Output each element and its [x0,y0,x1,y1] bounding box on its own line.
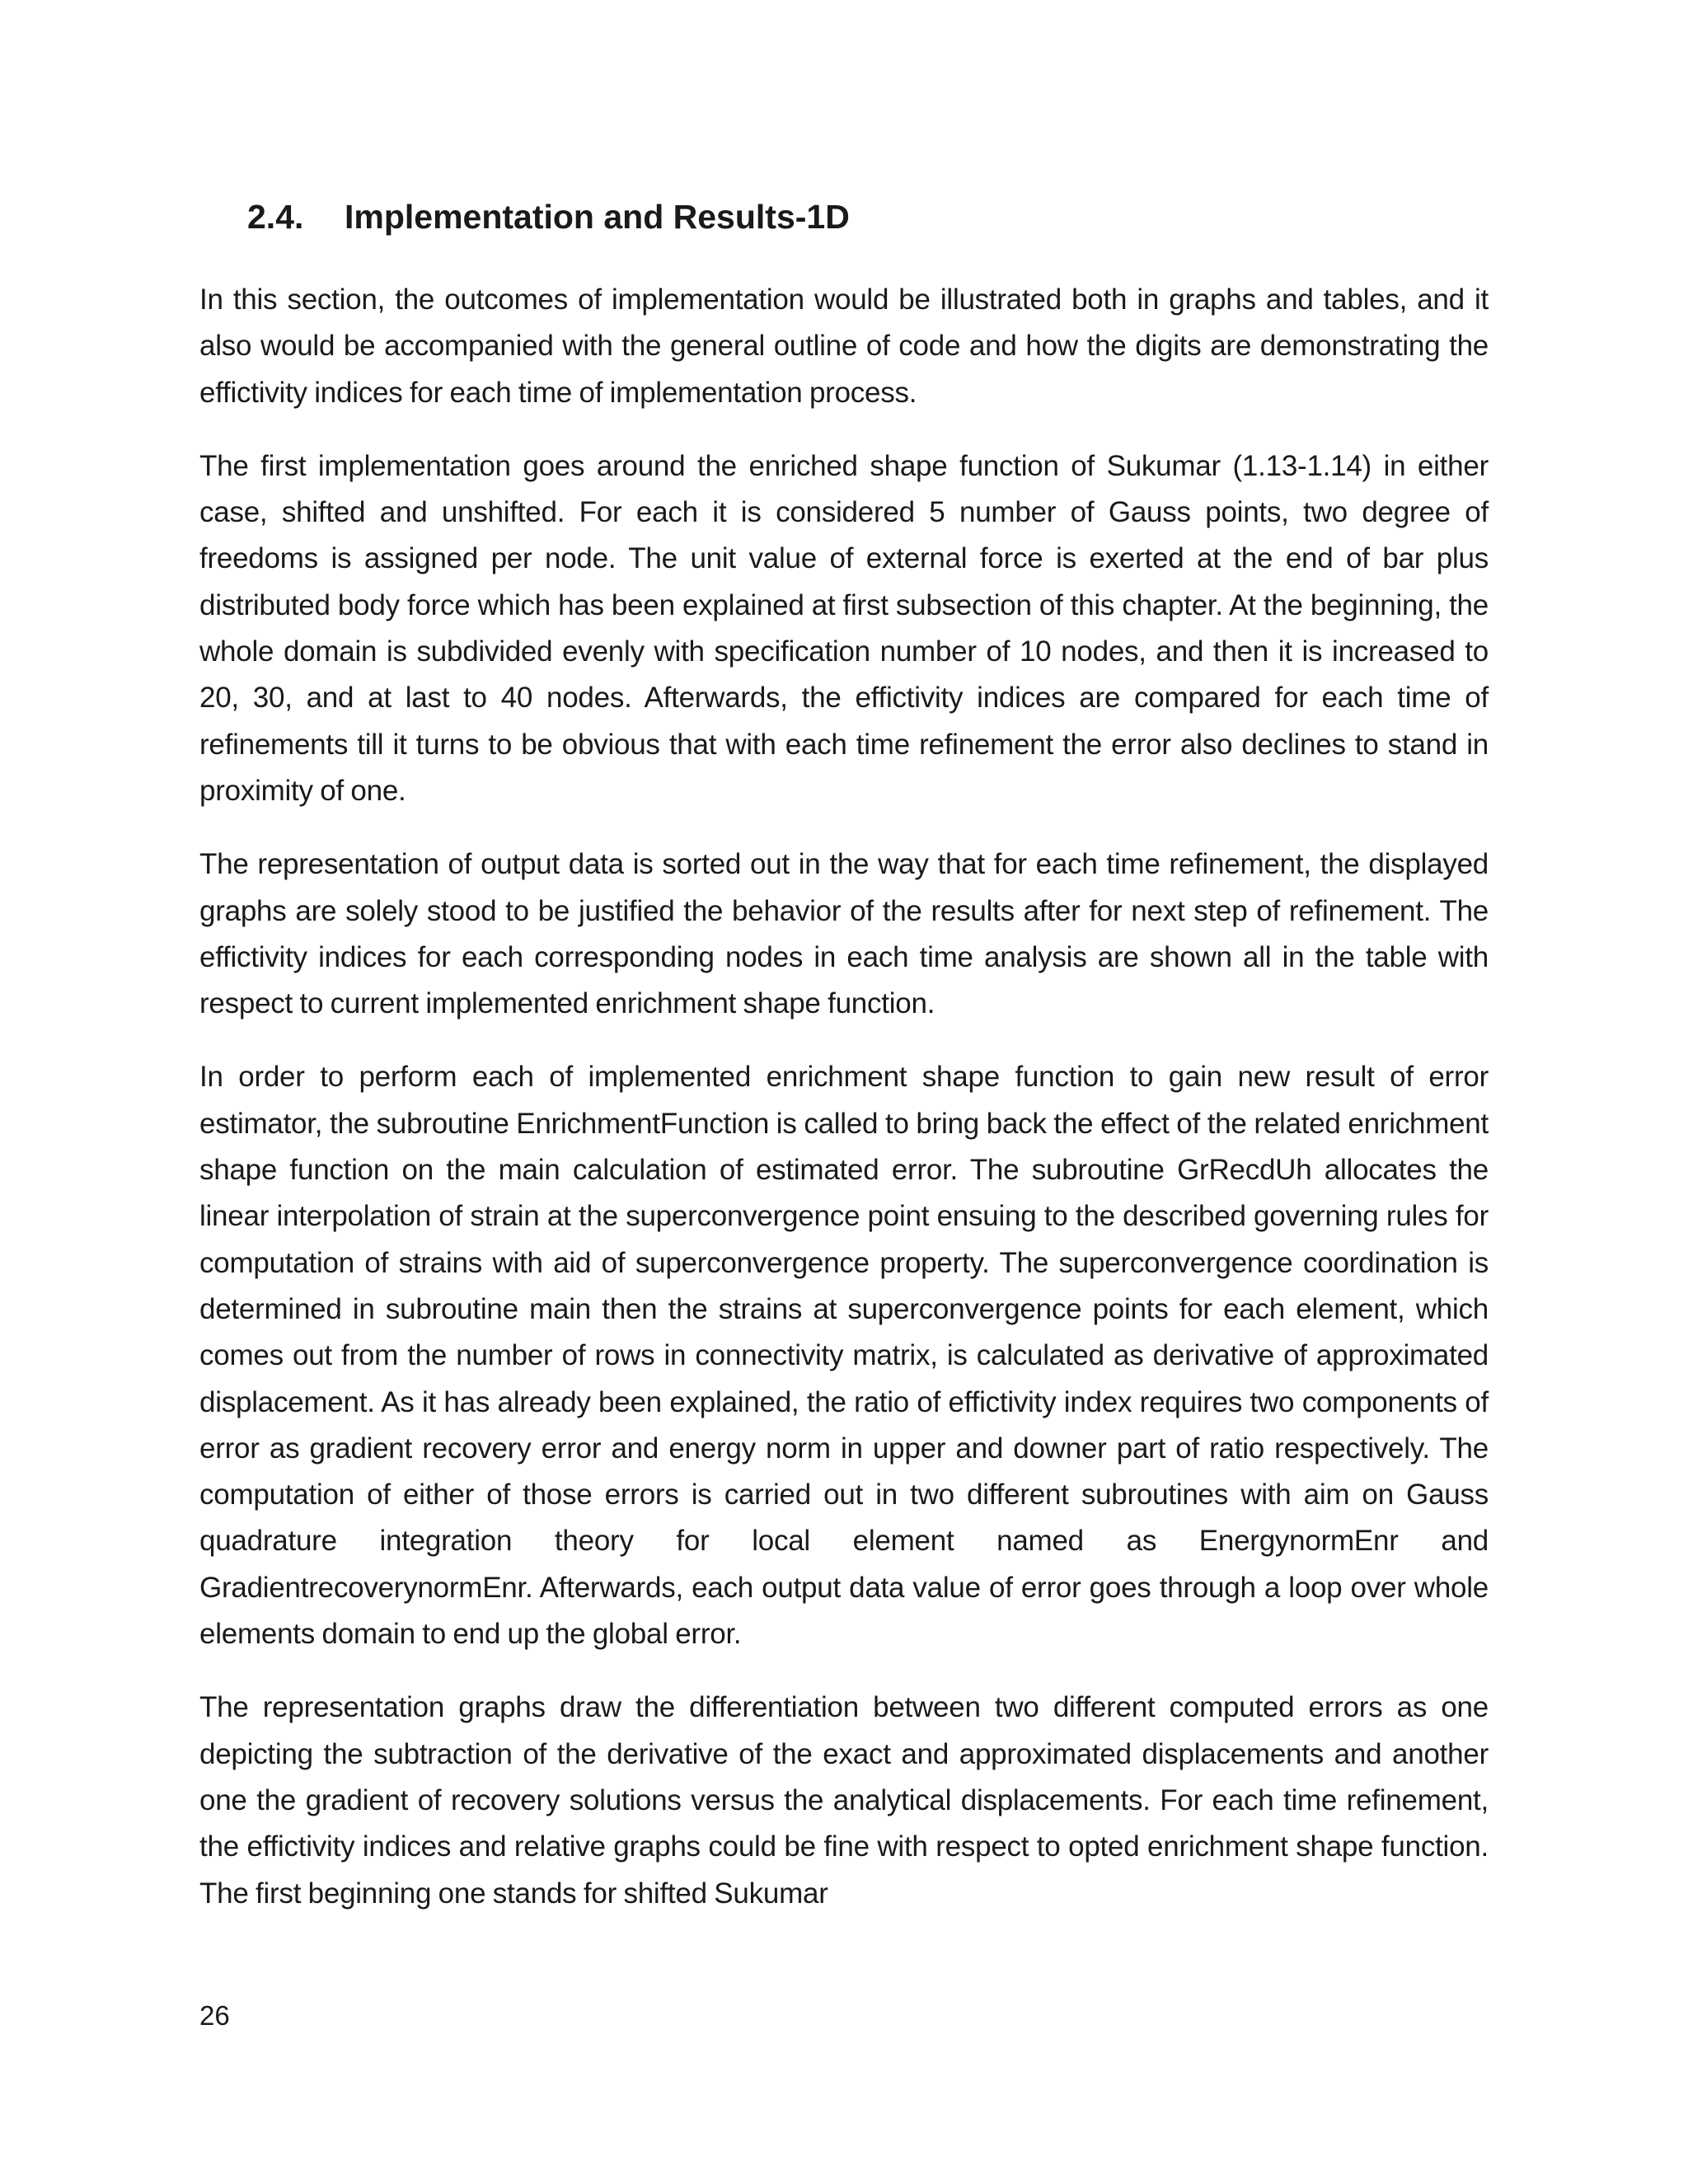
paragraph-first-implementation: The first implementation goes around the enriched shape function of Sukumar (1.13-1.14) in either case, shifted and unshifted. For each it is considered 5 number of Gauss points, two degree of freedoms is assigned per node. The unit value of external force is exerted at the end of bar plus distributed body force which has been explained at first subsection of this chapter. At the beginning, the whole domain is subdivided evenly with specification number of 10 nodes, and then it is increased to 20, 30, and at last to 40 nodes. Afterwards, the effictivity indices are compared for each time of refinements till it turns to be obvious that with each time refinement the error also declines to stand in proximity of one. [199,449,1489,807]
paragraph-intro: In this section, the outcomes of implementation would be illustrated both in graphs and tables, and it also would be accompanied with the general outline of code and how the digits are demonstrating the effictivity indices for each time of implementation process. [199,284,1489,409]
body-text [199,277,1489,1944]
page-number: 26 [199,2000,230,2031]
section-title: Implementation and Results-1D [345,198,850,236]
paragraph-representation-graphs: The representation graphs draw the differentiation between two different computed errors as one depicting the subtraction of the derivative of the exact and approximated displacements and another one the gradient of recovery solutions versus the analytical displacements. For each time refinement, the effictivity indices and relative graphs could be fine with respect to opted enrichment shape function. The first beginning one stands for shifted Sukumar [199,1691,1489,1910]
paragraph-output-representation: The representation of output data is sorted out in the way that for each time refinement, the displayed graphs are solely stood to be justified the behavior of the results after for next step of refinement. The effictivity indices for each corresponding nodes in each time analysis are shown all in the table with respect to current implemented enrichment shape function. [199,848,1489,1020]
section-number: 2.4. [247,198,304,236]
section-heading [247,198,850,237]
paragraph-subroutines: In order to perform each of implemented enrichment shape function to gain new result of error estimator, the subroutine EnrichmentFunction is called to bring back the effect of the related enrichment shape function on the main calculation of estimated error. The subroutine GrRecdUh allocates the linear interpolation of strain at the superconvergence point ensuing to the described governing rules for computation of strains with aid of superconvergence property. The superconvergence coordination is determined in subroutine main then the strains at superconvergence points for each element, which comes out from the number of rows in connectivity matrix, is calculated as derivative of approximated displacement. As it has already been explained, the ratio of effictivity index requires two components of error as gradient recovery error and energy norm in upper and downer part of ratio respectively. The computation of either of those errors is carried out in two different subroutines with aim on Gauss quadrature integration theory for local element named as EnergynormEnr and GradientrecoverynormEnr. Afterwards, each output data value of error goes through a loop over whole elements domain to end up the global error. [199,1061,1489,1651]
